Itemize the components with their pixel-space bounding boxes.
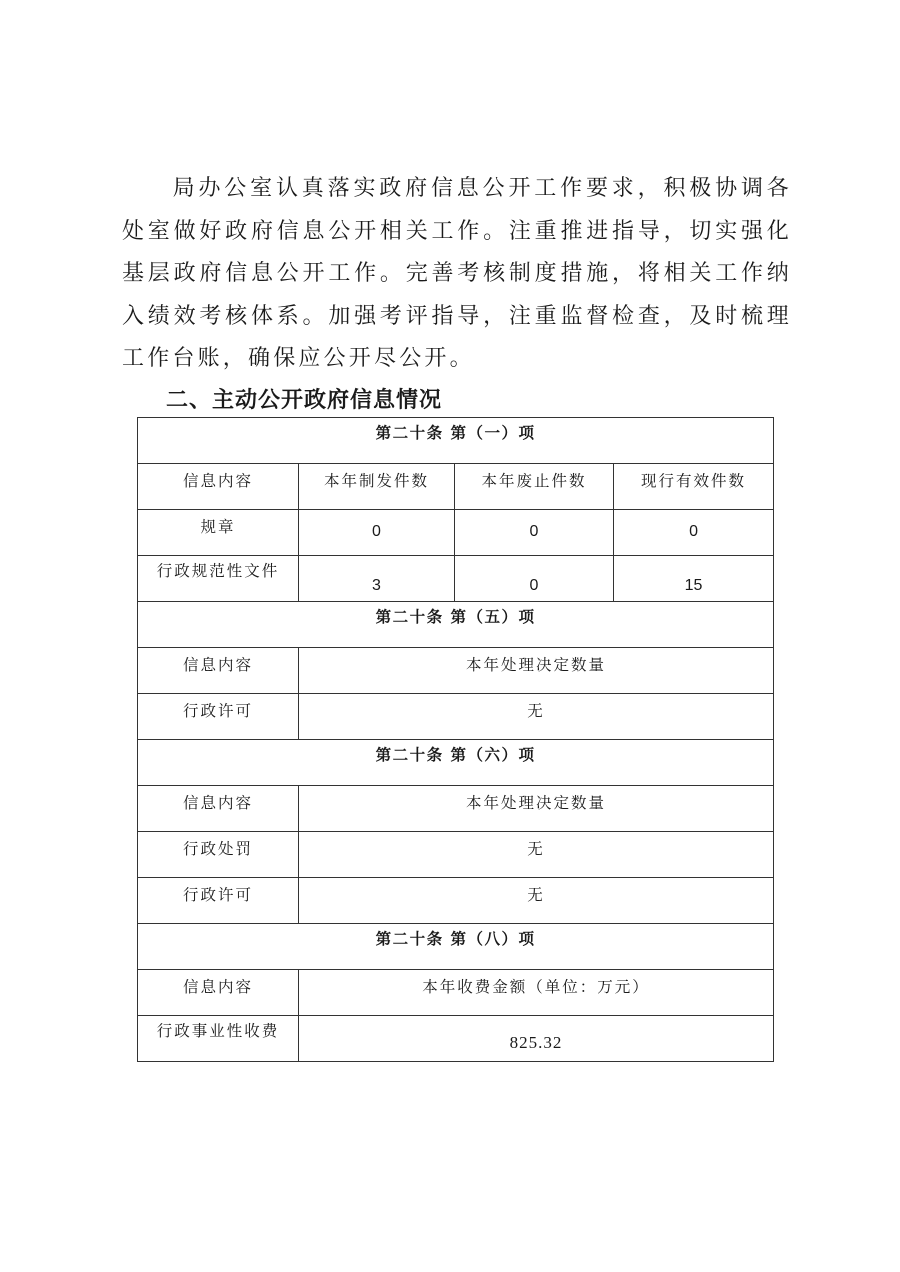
header-row bbox=[138, 786, 774, 832]
row-label: 行政处罚 bbox=[138, 832, 299, 878]
section-title-row bbox=[138, 602, 774, 648]
section-title-8: 第二十条 第（八）项 bbox=[138, 924, 774, 970]
table-row bbox=[138, 832, 774, 878]
header-cell: 信息内容 bbox=[138, 786, 299, 832]
row-label: 行政许可 bbox=[138, 694, 299, 740]
fee-amount: 825.32 bbox=[299, 1016, 774, 1062]
header-cell: 本年收费金额（单位：万元） bbox=[299, 970, 774, 1016]
header-cell: 信息内容 bbox=[138, 970, 299, 1016]
row-label: 行政事业性收费 bbox=[138, 1016, 299, 1062]
row-label: 行政规范性文件 bbox=[138, 556, 299, 602]
section-title-row bbox=[138, 740, 774, 786]
issued-count: 0 bbox=[299, 510, 455, 556]
row-value: 无 bbox=[299, 832, 774, 878]
abolished-count: 0 bbox=[455, 556, 614, 602]
row-label: 行政许可 bbox=[138, 878, 299, 924]
intro-paragraph bbox=[122, 168, 792, 381]
section-title-6: 第二十条 第（六）项 bbox=[138, 740, 774, 786]
header-row bbox=[138, 970, 774, 1016]
header-cell: 本年处理决定数量 bbox=[299, 786, 774, 832]
header-row bbox=[138, 464, 774, 510]
header-cell: 本年制发件数 bbox=[299, 464, 455, 510]
table-row bbox=[138, 556, 774, 602]
row-label: 规章 bbox=[138, 510, 299, 556]
header-cell: 本年废止件数 bbox=[455, 464, 614, 510]
section-title-5: 第二十条 第（五）项 bbox=[138, 602, 774, 648]
table-row bbox=[138, 694, 774, 740]
table-row bbox=[138, 1016, 774, 1062]
abolished-count: 0 bbox=[455, 510, 614, 556]
intro-paragraph-text: 局办公室认真落实政府信息公开工作要求，积极协调各处室做好政府信息公开相关工作。注重推进指导，切实强化基层政府信息公开工作。完善考核制度措施，将相关工作纳入绩效考核体系。加强考评指导，注重监督检查，及时梳理工作台账，确保应公开尽公开。 bbox=[122, 176, 792, 371]
header-cell: 信息内容 bbox=[138, 648, 299, 694]
header-cell: 本年处理决定数量 bbox=[299, 648, 774, 694]
table-row bbox=[138, 878, 774, 924]
section-title-1: 第二十条 第（一）项 bbox=[138, 418, 774, 464]
section-title-row bbox=[138, 924, 774, 970]
row-value: 无 bbox=[299, 694, 774, 740]
section-heading: 二、主动公开政府信息情况 bbox=[166, 388, 443, 413]
effective-count: 15 bbox=[614, 556, 774, 602]
disclosure-table bbox=[137, 417, 774, 1062]
header-cell: 现行有效件数 bbox=[614, 464, 774, 510]
header-cell: 信息内容 bbox=[138, 464, 299, 510]
row-value: 无 bbox=[299, 878, 774, 924]
effective-count: 0 bbox=[614, 510, 774, 556]
table-row bbox=[138, 510, 774, 556]
header-row bbox=[138, 648, 774, 694]
section-title-row bbox=[138, 418, 774, 464]
issued-count: 3 bbox=[299, 556, 455, 602]
